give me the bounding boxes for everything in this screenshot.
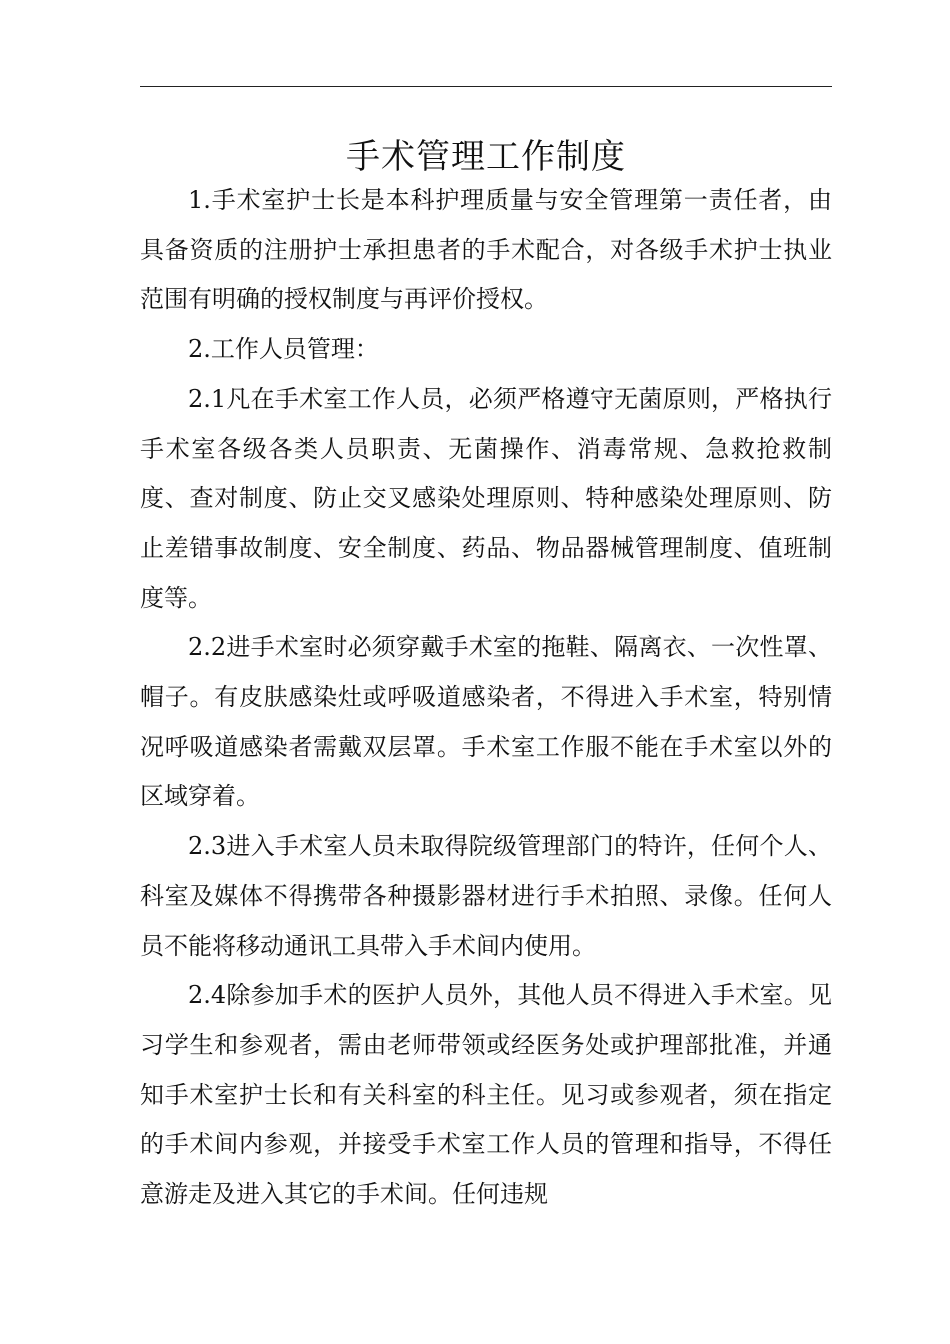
paragraph-2-2: 2.2进手术室时必须穿戴手术室的拖鞋、隔离衣、一次性罩、帽子。有皮肤感染灶或呼吸道感染者，不得进入手术室，特别情况呼吸道感染者需戴双层罩。手术室工作服不能在手术室以外的区域穿着。 — [140, 633, 832, 811]
header-rule — [140, 86, 832, 87]
paragraph-1: 1.手术室护士长是本科护理质量与安全管理第一责任者，由具备资质的注册护士承担患者的手术配合，对各级手术护士执业范围有明确的授权制度与再评价授权。 — [140, 186, 832, 314]
document-body — [140, 176, 832, 1220]
document-title: 手术管理工作制度 — [346, 136, 626, 177]
paragraph-2: 2.工作人员管理： — [188, 335, 379, 364]
paragraph-2-4: 2.4除参加手术的医护人员外，其他人员不得进入手术室。见习学生和参观者，需由老师带领或经医务处或护理部批准，并通知手术室护士长和有关科室的科主任。见习或参观者，须在指定的手术间内参观，并接受手术室工作人员的管理和指导，不得任意游走及进入其它的手术间。任何违规 — [140, 981, 832, 1209]
paragraph-2-1: 2.1凡在手术室工作人员，必须严格遵守无菌原则，严格执行手术室各级各类人员职责、无菌操作、消毒常规、急救抢救制度、查对制度、防止交叉感染处理原则、特种感染处理原则、防止差错事故制度、安全制度、药品、物品器械管理制度、值班制度等。 — [140, 384, 832, 612]
paragraph-2-3: 2.3进入手术室人员未取得院级管理部门的特许，任何个人、科室及媒体不得携带各种摄影器材进行手术拍照、录像。任何人员不能将移动通讯工具带入手术间内使用。 — [140, 832, 832, 960]
